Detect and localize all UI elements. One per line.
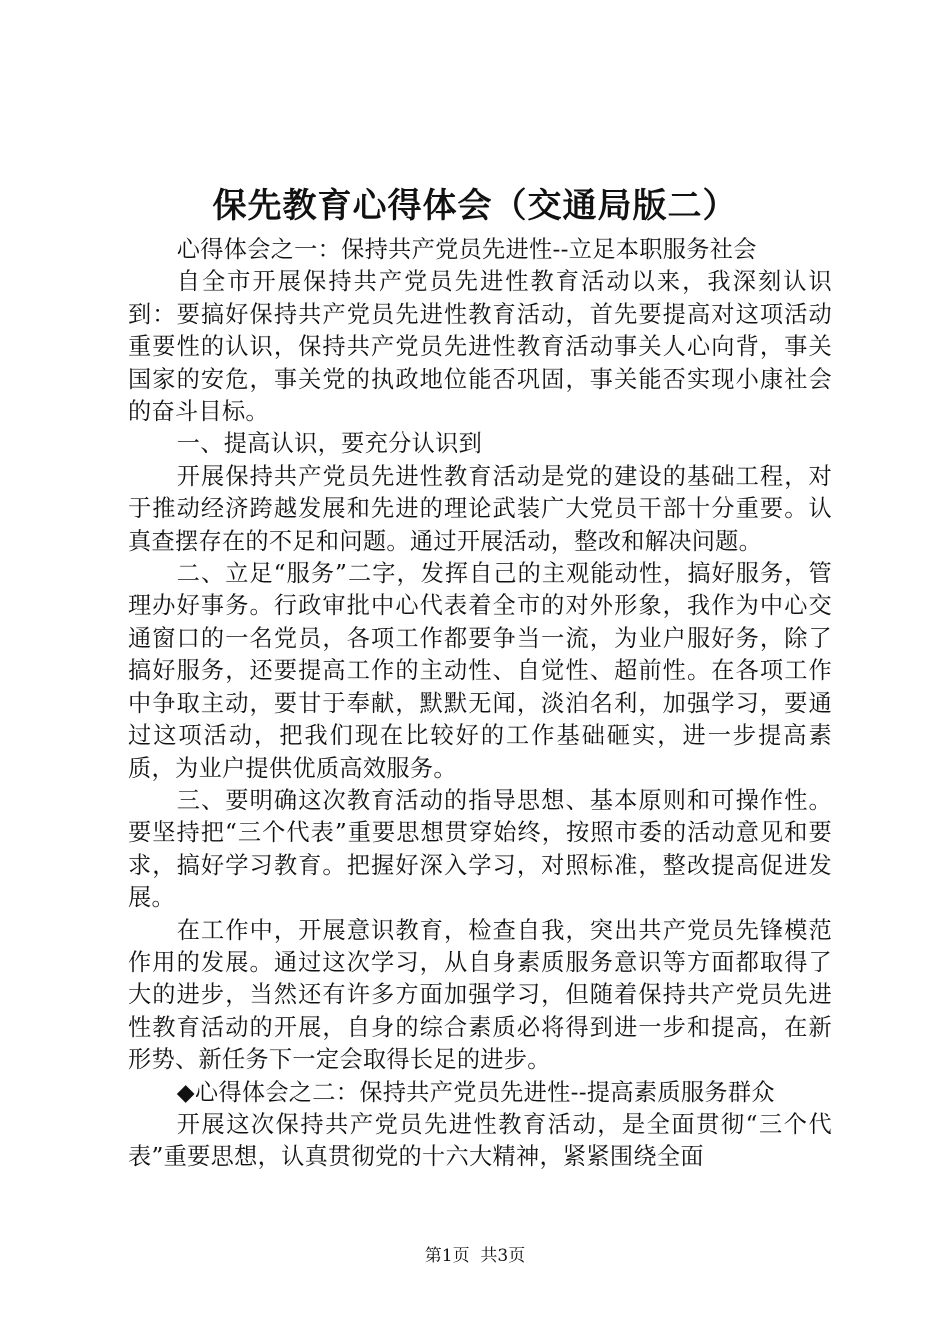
page-number-current: 第1页 xyxy=(424,1246,470,1266)
paragraph-body-2: 在工作中，开展意识教育，检查自我，突出共产党员先锋模范作用的发展。通过这次学习，从自身素质服务意识等方面都取得了大的进步，当然还有许多方面加强学习，但随着保持共产党员先进性教育活动的开展，自身的综合素质必将得到进一步和提高，在新形势、新任务下一定会取得长足的进步。 xyxy=(128,916,832,1074)
paragraph-subtitle-1: 心得体会之一：保持共产党员先进性--立足本职服务社会 xyxy=(176,236,757,263)
paragraph-heading-2: 二、立足“服务”二字，发挥自己的主观能动性，搞好服务，管理办好事务。行政审批中心代表着全市的对外形象，我作为中心交通窗口的一名党员，各项工作都要争当一流，为业户服好务，除了搞好服务，还要提高工作的主动性、自觉性、超前性。在各项工作中争取主动，要甘于奉献，默默无闻，淡泊名利，加强学习，要通过这项活动，把我们现在比较好的工作基础砸实，进一步提高素质，为业户提供优质高效服务。 xyxy=(128,560,832,782)
page-number-separator xyxy=(470,1246,481,1266)
document-title: 保先教育心得体会（交通局版二） xyxy=(212,186,738,226)
paragraph-body-1: 开展保持共产党员先进性教育活动是党的建设的基础工程，对于推动经济跨越发展和先进的理论武装广大党员干部十分重要。认真查摆存在的不足和问题。通过开展活动，整改和解决问题。 xyxy=(128,462,832,555)
page-footer xyxy=(0,1244,950,1268)
paragraph-heading-1: 一、提高认识，要充分认识到 xyxy=(176,430,483,458)
paragraph-intro: 自全市开展保持共产党员先进性教育活动以来，我深刻认识到：要搞好保持共产党员先进性教育活动，首先要提高对这项活动重要性的认识，保持共产党员先进性教育活动事关人心向背，事关国家的安危，事关党的执政地位能否巩固，事关能否实现小康社会的奋斗目标。 xyxy=(128,268,832,426)
paragraph-heading-3: 三、要明确这次教育活动的指导思想、基本原则和可操作性。要坚持把“三个代表”重要思想贯穿始终，按照市委的活动意见和要求，搞好学习教育。把握好深入学习，对照标准，整改提高促进发展。 xyxy=(128,786,832,912)
document-body xyxy=(128,234,832,1174)
page-number-total: 共3页 xyxy=(480,1246,526,1266)
paragraph-body-3: 开展这次保持共产党员先进性教育活动，是全面贯彻“三个代表”重要思想，认真贯彻党的十六大精神，紧紧围绕全面 xyxy=(128,1110,832,1171)
paragraph-subtitle-2: ◆心得体会之二：保持共产党员先进性--提高素质服务群众 xyxy=(176,1078,775,1106)
